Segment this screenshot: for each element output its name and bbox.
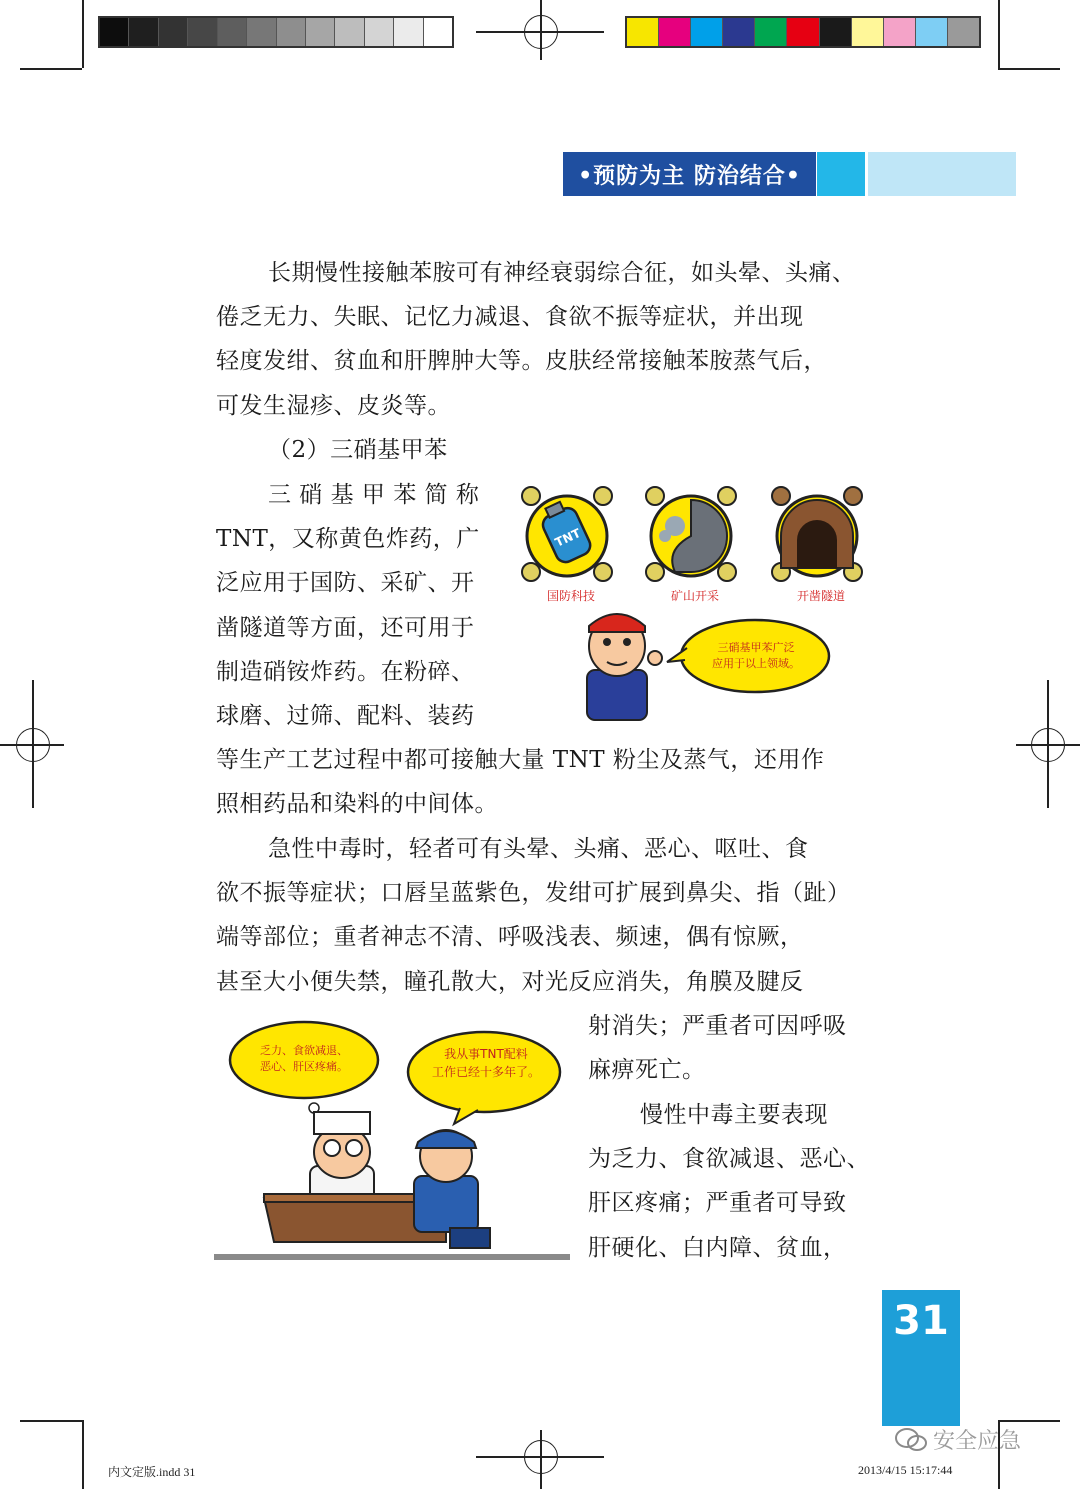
section-header: •预防为主 防治结合• bbox=[563, 152, 816, 196]
gray-swatch bbox=[129, 18, 158, 46]
color-bar bbox=[625, 16, 981, 48]
gray-swatch bbox=[218, 18, 247, 46]
crop-mark bbox=[998, 68, 1060, 70]
crop-mark bbox=[82, 0, 84, 68]
body-line: 长期慢性接触苯胺可有神经衰弱综合征，如头晕、头痛、 bbox=[268, 260, 856, 286]
caption-defense: 国防科技 bbox=[546, 589, 596, 603]
gray-swatch bbox=[188, 18, 217, 46]
body-line: 轻度发绀、贫血和肝脾肿大等。皮肤经常接触苯胺蒸气后， bbox=[216, 348, 827, 374]
body-line: 射消失；严重者可因呼吸 bbox=[588, 1013, 847, 1039]
body-line: 等生产工艺过程中都可接触大量 TNT 粉尘及蒸气，还用作 bbox=[216, 747, 825, 773]
page-number: 31 bbox=[882, 1290, 960, 1426]
body-line: 为乏力、食欲减退、恶心、 bbox=[588, 1146, 870, 1172]
color-swatch bbox=[659, 18, 691, 46]
crop-mark bbox=[20, 68, 82, 70]
body-line: 端等部位；重者神志不清、呼吸浅表、频速，偶有惊厥， bbox=[216, 924, 804, 950]
caption-mining: 矿山开采 bbox=[670, 589, 720, 603]
body-line: 肝硬化、白内障、贫血， bbox=[588, 1235, 847, 1261]
body-line: 欲不振等症状；口唇呈蓝紫色，发绀可扩展到鼻尖、指（趾） bbox=[216, 880, 851, 906]
footer-file: 内文定版.indd 31 bbox=[108, 1465, 196, 1479]
gray-swatch bbox=[365, 18, 394, 46]
header-accent bbox=[817, 152, 865, 196]
body-line: 制造硝铵炸药。在粉碎、 bbox=[216, 659, 475, 685]
section-heading: （2）三硝基甲苯 bbox=[268, 437, 448, 463]
registration-mark bbox=[524, 1440, 558, 1474]
body-line: 肝区疼痛；严重者可导致 bbox=[588, 1190, 847, 1216]
footer-timestamp: 2013/4/15 15:17:44 bbox=[858, 1463, 953, 1477]
speech-text: 三硝基甲苯广泛 应用于以上领域。 bbox=[712, 641, 800, 670]
registration-mark bbox=[16, 728, 50, 762]
body-line: 急性中毒时，轻者可有头晕、头痛、恶心、呕吐、食 bbox=[268, 836, 809, 862]
gray-swatch bbox=[335, 18, 364, 46]
crop-mark bbox=[82, 1420, 84, 1489]
watermark-text: 安全应急 bbox=[933, 1429, 1022, 1454]
patient-figure bbox=[414, 1130, 490, 1248]
color-swatch bbox=[884, 18, 916, 46]
crop-mark bbox=[998, 0, 1000, 68]
gray-swatch bbox=[100, 18, 129, 46]
header-accent-light bbox=[868, 152, 1016, 196]
national-defense-icon bbox=[522, 487, 612, 581]
color-swatch bbox=[787, 18, 819, 46]
tnt-uses-illustration bbox=[515, 480, 875, 725]
color-swatch bbox=[691, 18, 723, 46]
body-line: 倦乏无力、失眠、记忆力减退、食欲不振等症状，并出现 bbox=[216, 304, 804, 330]
tnt-label: TNT bbox=[552, 525, 583, 550]
tunnel-icon bbox=[772, 487, 862, 581]
gray-swatch bbox=[247, 18, 276, 46]
caption-tunnel: 开凿隧道 bbox=[796, 589, 846, 603]
body-line: 三 硝 基 甲 苯 简 称 bbox=[268, 482, 480, 508]
color-swatch bbox=[948, 18, 979, 46]
thought-text: 乏力、食欲减退、 恶心、肝区疼痛。 bbox=[260, 1044, 348, 1073]
body-line: 慢性中毒主要表现 bbox=[640, 1102, 828, 1128]
registration-mark bbox=[1031, 728, 1065, 762]
body-line: 球磨、过筛、配料、装药 bbox=[216, 703, 475, 729]
body-line: 可发生湿疹、皮炎等。 bbox=[216, 393, 451, 419]
color-swatch bbox=[916, 18, 948, 46]
gray-swatch bbox=[306, 18, 335, 46]
registration-mark bbox=[524, 15, 558, 49]
crop-mark bbox=[998, 1420, 1060, 1422]
gray-swatch bbox=[277, 18, 306, 46]
mining-icon bbox=[646, 487, 736, 581]
color-swatch bbox=[755, 18, 787, 46]
body-line: 凿隧道等方面，还可用于 bbox=[216, 615, 475, 641]
body-line: 甚至大小便失禁，瞳孔散大，对光反应消失，角膜及腱反 bbox=[216, 969, 804, 995]
body-line: 麻痹死亡。 bbox=[588, 1057, 706, 1083]
grayscale-bar bbox=[98, 16, 454, 48]
body-line: 泛应用于国防、采矿、开 bbox=[216, 570, 475, 596]
color-swatch bbox=[852, 18, 884, 46]
body-line: TNT，又称黄色炸药，广 bbox=[216, 526, 480, 552]
color-swatch bbox=[820, 18, 852, 46]
gray-swatch bbox=[424, 18, 452, 46]
color-swatch bbox=[627, 18, 659, 46]
color-swatch bbox=[723, 18, 755, 46]
wechat-icon bbox=[895, 1428, 927, 1452]
gray-swatch bbox=[159, 18, 188, 46]
gray-swatch bbox=[394, 18, 423, 46]
doctor-figure bbox=[310, 1112, 374, 1206]
crop-mark bbox=[20, 1420, 82, 1422]
watermark bbox=[895, 1424, 1021, 1455]
worker-figure bbox=[587, 614, 662, 720]
worker-speech-text: 我从事TNT配料 工作已经十多年了。 bbox=[431, 1047, 540, 1079]
body-line: 照相药品和染料的中间体。 bbox=[216, 791, 498, 817]
